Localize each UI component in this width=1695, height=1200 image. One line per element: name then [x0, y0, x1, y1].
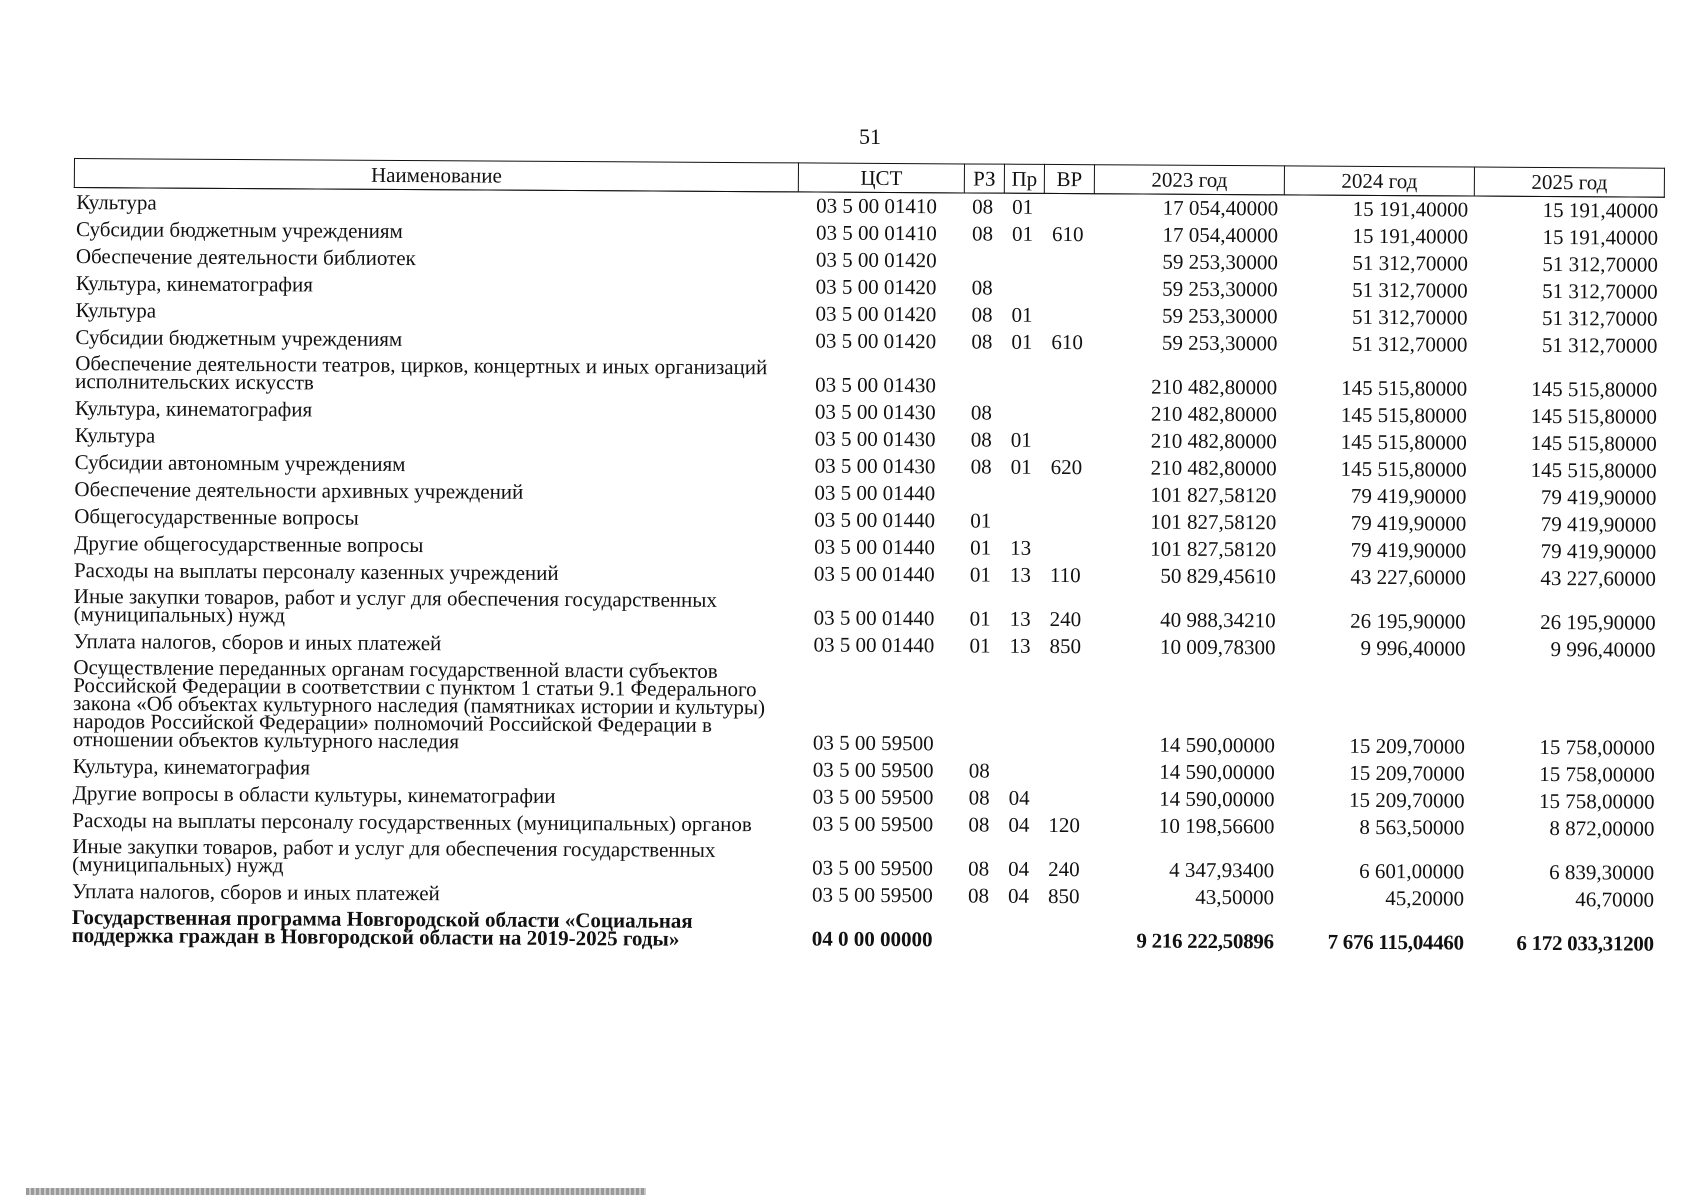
row-2025: 46,70000: [1575, 887, 1655, 912]
row-rz: 08: [971, 302, 993, 327]
row-cst: 03 5 00 59500: [812, 855, 934, 881]
header-cst: ЦСТ: [798, 163, 964, 193]
row-2023: 14 590,00000: [1159, 732, 1276, 758]
row-2023: 59 253,30000: [1161, 303, 1278, 329]
row-2024: 145 515,80000: [1340, 456, 1467, 482]
row-cst: 03 5 00 59500: [811, 882, 933, 908]
budget-table: [69, 158, 1665, 958]
row-2025: 6 839,30000: [1549, 860, 1655, 885]
row-pr: 04: [1008, 812, 1030, 837]
row-cst: 03 5 00 01440: [814, 480, 936, 506]
row-cst: 03 5 00 01420: [815, 274, 937, 300]
row-pr: [1002, 508, 1042, 535]
header-rz: РЗ: [964, 164, 1004, 193]
row-name: Иные закупки товаров, работ и услуг для обеспечения государственных (муниципальных) нужд: [72, 834, 716, 878]
row-name: Субсидии бюджетным учреждениям: [75, 325, 403, 352]
row-vr: 620: [1050, 454, 1083, 480]
budget-table-sheet: [69, 158, 1664, 958]
row-2023: 40 988,34210: [1160, 607, 1276, 633]
row-pr: 01: [1010, 427, 1032, 452]
row-vr: 610: [1051, 221, 1084, 247]
row-rz: 08: [970, 400, 993, 425]
row-name: Расходы на выплаты персоналу казенных учреждений: [73, 558, 559, 585]
row-pr: 04: [1008, 785, 1030, 810]
row-name: Культура: [75, 298, 157, 323]
row-vr: 850: [1049, 633, 1082, 659]
header-2023: 2023 год: [1094, 165, 1284, 195]
row-cst: 03 5 00 01440: [814, 534, 935, 560]
row-cst: 03 5 00 01430: [814, 453, 936, 479]
row-2024: 15 209,70000: [1349, 787, 1465, 813]
row-cst: 03 5 00 01430: [814, 399, 936, 425]
row-name: Культура, кинематография: [75, 271, 314, 297]
row-2024: 79 419,90000: [1350, 510, 1467, 536]
row-2023: 10 198,56600: [1158, 813, 1275, 839]
row-2024: 145 515,80000: [1340, 429, 1467, 455]
row-rz: 08: [971, 275, 993, 300]
row-rz: 08: [968, 758, 990, 783]
header-2025: 2025 год: [1474, 167, 1664, 197]
row-name: Обеспечение деятельности театров, цирков, концертных и иных организаций исполнительских искусств: [75, 351, 768, 395]
page-number: 51: [859, 124, 881, 149]
row-2025: 15 758,00000: [1539, 761, 1655, 787]
table-row: [70, 904, 1660, 958]
row-cst: 03 5 00 01430: [814, 426, 936, 452]
row-cst: 03 5 00 01430: [815, 372, 936, 398]
row-name: Государственная программа Новгородской области «Социальная поддержка граждан в Новгородской области на 2019-2025 годы»: [71, 905, 693, 951]
row-2024: 15 209,70000: [1349, 733, 1466, 759]
row-2025: 43 227,60000: [1540, 565, 1657, 591]
row-pr: 13: [1010, 535, 1032, 560]
row-2023: 14 590,00000: [1159, 786, 1275, 812]
row-name: Общегосударственные вопросы: [74, 504, 359, 530]
row-vr: [1043, 302, 1093, 329]
row-rz: 01: [970, 535, 992, 560]
row-2024: 45,20000: [1385, 886, 1465, 911]
row-name: Обеспечение деятельности архивных учреждений: [74, 477, 524, 504]
row-pr: [1001, 660, 1042, 758]
row-vr: 240: [1048, 856, 1080, 882]
row-2023: 101 827,58120: [1150, 536, 1277, 562]
row-name: Субсидии автономным учреждениям: [74, 450, 406, 477]
row-rz: 08: [971, 221, 994, 246]
row-pr: [1004, 248, 1044, 275]
row-2025: 145 515,80000: [1530, 430, 1657, 456]
row-2023: 101 827,58120: [1150, 482, 1277, 508]
row-pr: 04: [1007, 883, 1030, 908]
row-cst: 03 5 00 01440: [813, 632, 935, 658]
row-vr: [1044, 275, 1094, 302]
row-2023: 210 482,80000: [1151, 374, 1278, 400]
row-2025: 15 191,40000: [1542, 224, 1659, 250]
row-rz: 01: [969, 606, 991, 631]
header-vr: ВР: [1044, 164, 1094, 193]
row-vr: [1043, 400, 1093, 427]
row-2024: 15 191,40000: [1352, 196, 1469, 222]
row-name: Субсидии бюджетным учреждениям: [75, 217, 403, 244]
row-vr: 240: [1049, 606, 1082, 632]
row-2025: 51 312,70000: [1541, 305, 1658, 331]
row-2023: 4 347,93400: [1169, 857, 1275, 883]
row-pr: 01: [1011, 302, 1033, 327]
row-2023: 14 590,00000: [1159, 759, 1275, 785]
row-2024: 26 195,90000: [1350, 608, 1466, 634]
row-2023: 210 482,80000: [1150, 455, 1277, 481]
row-2023: 17 054,40000: [1162, 195, 1279, 221]
row-rz: 08: [970, 454, 992, 479]
table-row: [71, 654, 1662, 762]
row-2024: 15 191,40000: [1352, 223, 1469, 249]
row-name: Другие вопросы в области культуры, кинематографии: [72, 781, 556, 808]
row-2025: 145 515,80000: [1530, 457, 1657, 483]
row-2025: 51 312,70000: [1542, 251, 1658, 277]
row-2023: 101 827,58120: [1150, 509, 1277, 535]
row-name: Уплата налогов, сборов и иных платежей: [73, 629, 442, 656]
row-name: Культура: [76, 190, 157, 215]
row-2023: 210 482,80000: [1150, 401, 1278, 427]
row-pr: [1003, 356, 1043, 400]
row-pr: [1002, 481, 1042, 508]
row-2025: 8 872,00000: [1549, 816, 1655, 841]
row-2023: 9 216 222,50896: [1136, 928, 1274, 954]
row-2024: 15 209,70000: [1349, 760, 1465, 786]
row-vr: [1042, 481, 1092, 508]
row-2024: 79 419,90000: [1350, 483, 1467, 509]
row-pr: 13: [1009, 606, 1031, 631]
row-cst: 03 5 00 59500: [812, 811, 934, 837]
table-body: [70, 188, 1665, 958]
header-name: Наименование: [74, 159, 798, 192]
row-rz: [961, 659, 1002, 757]
row-2025: 145 515,80000: [1530, 403, 1658, 429]
row-vr: 120: [1048, 812, 1081, 838]
row-pr: [1003, 400, 1043, 427]
row-2023: 59 253,30000: [1161, 330, 1278, 356]
row-vr: 850: [1047, 883, 1080, 909]
row-name: Иные закупки товаров, работ и услуг для обеспечения государственных (муниципальных) нужд: [73, 584, 717, 628]
row-name: Осуществление переданных органам государственной власти субъектов Российской Федерации в соответствии с пунктом 1 статьи 9.1 Федерального закона «Об объектах культурного наследия (памятниках истории и культуры) народов Российской Федерации» полномочий Российской Федерации в отношении объектов культурного наследия: [72, 655, 766, 754]
row-vr: [1041, 785, 1091, 812]
row-vr: [1042, 535, 1092, 562]
row-2025: 15 191,40000: [1542, 197, 1659, 223]
row-name: Культура, кинематография: [72, 754, 311, 780]
row-rz: 08: [968, 785, 990, 810]
row-name: Культура, кинематография: [74, 396, 313, 422]
row-2024: 9 996,40000: [1360, 635, 1466, 661]
row-pr: 13: [1009, 633, 1031, 658]
row-cst: 03 5 00 01440: [814, 507, 936, 533]
row-2025: 145 515,80000: [1531, 376, 1658, 402]
row-2024: 51 312,70000: [1352, 250, 1468, 276]
row-rz: 08: [968, 812, 990, 837]
row-vr: [1044, 248, 1094, 275]
row-pr: 04: [1008, 856, 1030, 881]
row-2023: 59 253,30000: [1162, 276, 1278, 302]
row-rz: [963, 355, 1003, 399]
row-pr: 01: [1011, 329, 1033, 354]
row-pr: 01: [1010, 454, 1032, 479]
row-cst: 03 5 00 01440: [813, 561, 935, 587]
row-cst: 03 5 00 59500: [812, 730, 934, 756]
row-vr: [1041, 758, 1091, 785]
row-2024: 7 676 115,04460: [1327, 929, 1464, 955]
row-vr: [1040, 910, 1090, 954]
row-2025: 15 758,00000: [1539, 734, 1656, 760]
row-pr: 01: [1012, 194, 1034, 219]
row-cst: 04 0 00 00000: [811, 926, 933, 952]
row-2025: 15 758,00000: [1539, 788, 1655, 814]
row-vr: [1044, 193, 1094, 221]
row-cst: 03 5 00 01410: [816, 193, 938, 219]
row-vr: 610: [1051, 329, 1083, 355]
row-2025: 6 172 033,31200: [1516, 930, 1654, 956]
row-2024: 8 563,50000: [1359, 814, 1465, 840]
row-2024: 145 515,80000: [1340, 402, 1468, 428]
row-2024: 6 601,00000: [1359, 858, 1465, 884]
row-2023: 210 482,80000: [1150, 428, 1277, 454]
row-cst: 03 5 00 01420: [815, 328, 937, 354]
row-rz: 08: [970, 427, 992, 452]
row-name: Уплата налогов, сборов и иных платежей: [71, 879, 440, 906]
header-2024: 2024 год: [1284, 166, 1474, 196]
row-2025: 9 996,40000: [1550, 637, 1656, 662]
row-2023: 59 253,30000: [1162, 249, 1278, 275]
row-cst: 03 5 00 01410: [815, 220, 937, 246]
row-name: Расходы на выплаты персоналу государственных (муниципальных) органов: [72, 808, 752, 837]
row-rz: [962, 480, 1002, 507]
row-rz: [960, 909, 1000, 953]
row-cst: 03 5 00 01420: [815, 247, 937, 273]
row-pr: [1004, 275, 1044, 302]
row-cst: 03 5 00 59500: [812, 757, 934, 783]
row-2024: 43 227,60000: [1350, 564, 1467, 590]
row-cst: 03 5 00 59500: [812, 784, 934, 810]
row-rz: 08: [968, 856, 990, 881]
row-2025: 79 419,90000: [1540, 484, 1657, 510]
row-rz: 01: [969, 562, 992, 587]
row-2025: 51 312,70000: [1541, 332, 1658, 358]
row-vr: [1043, 427, 1093, 454]
row-2023: 17 054,40000: [1162, 222, 1279, 248]
row-2023: 50 829,45610: [1160, 563, 1277, 589]
row-rz: 08: [967, 883, 990, 908]
row-vr: 110: [1049, 562, 1081, 588]
row-2025: 79 419,90000: [1540, 511, 1657, 537]
row-rz: 08: [971, 329, 993, 354]
row-2025: 79 419,90000: [1540, 538, 1657, 564]
row-cst: 03 5 00 01420: [815, 301, 937, 327]
row-2024: 79 419,90000: [1350, 537, 1467, 563]
row-2024: 51 312,70000: [1351, 331, 1468, 357]
scan-edge-artifact: [26, 1188, 646, 1195]
row-name: Обеспечение деятельности библиотек: [75, 244, 416, 271]
row-pr: [1000, 910, 1040, 954]
header-pr: Пр: [1004, 164, 1044, 193]
row-rz: 01: [969, 633, 991, 658]
row-2024: 51 312,70000: [1352, 277, 1468, 303]
row-2024: 51 312,70000: [1351, 304, 1468, 330]
row-vr: [1042, 508, 1092, 535]
row-2023: 43,50000: [1195, 884, 1275, 910]
row-2025: 51 312,70000: [1542, 278, 1658, 304]
row-cst: 03 5 00 01440: [813, 605, 935, 631]
row-2024: 145 515,80000: [1341, 375, 1468, 401]
row-pr: 01: [1011, 221, 1034, 246]
row-rz: 08: [972, 194, 994, 219]
row-2023: 10 009,78300: [1159, 634, 1276, 660]
row-2025: 26 195,90000: [1540, 609, 1656, 635]
row-name: Другие общегосударственные вопросы: [74, 531, 424, 558]
row-pr: 13: [1009, 562, 1032, 587]
row-name: Культура: [74, 423, 156, 448]
row-rz: 01: [970, 508, 992, 533]
row-rz: [964, 247, 1004, 274]
row-pr: [1001, 758, 1041, 785]
row-vr: [1041, 660, 1092, 758]
row-vr: [1043, 356, 1093, 400]
